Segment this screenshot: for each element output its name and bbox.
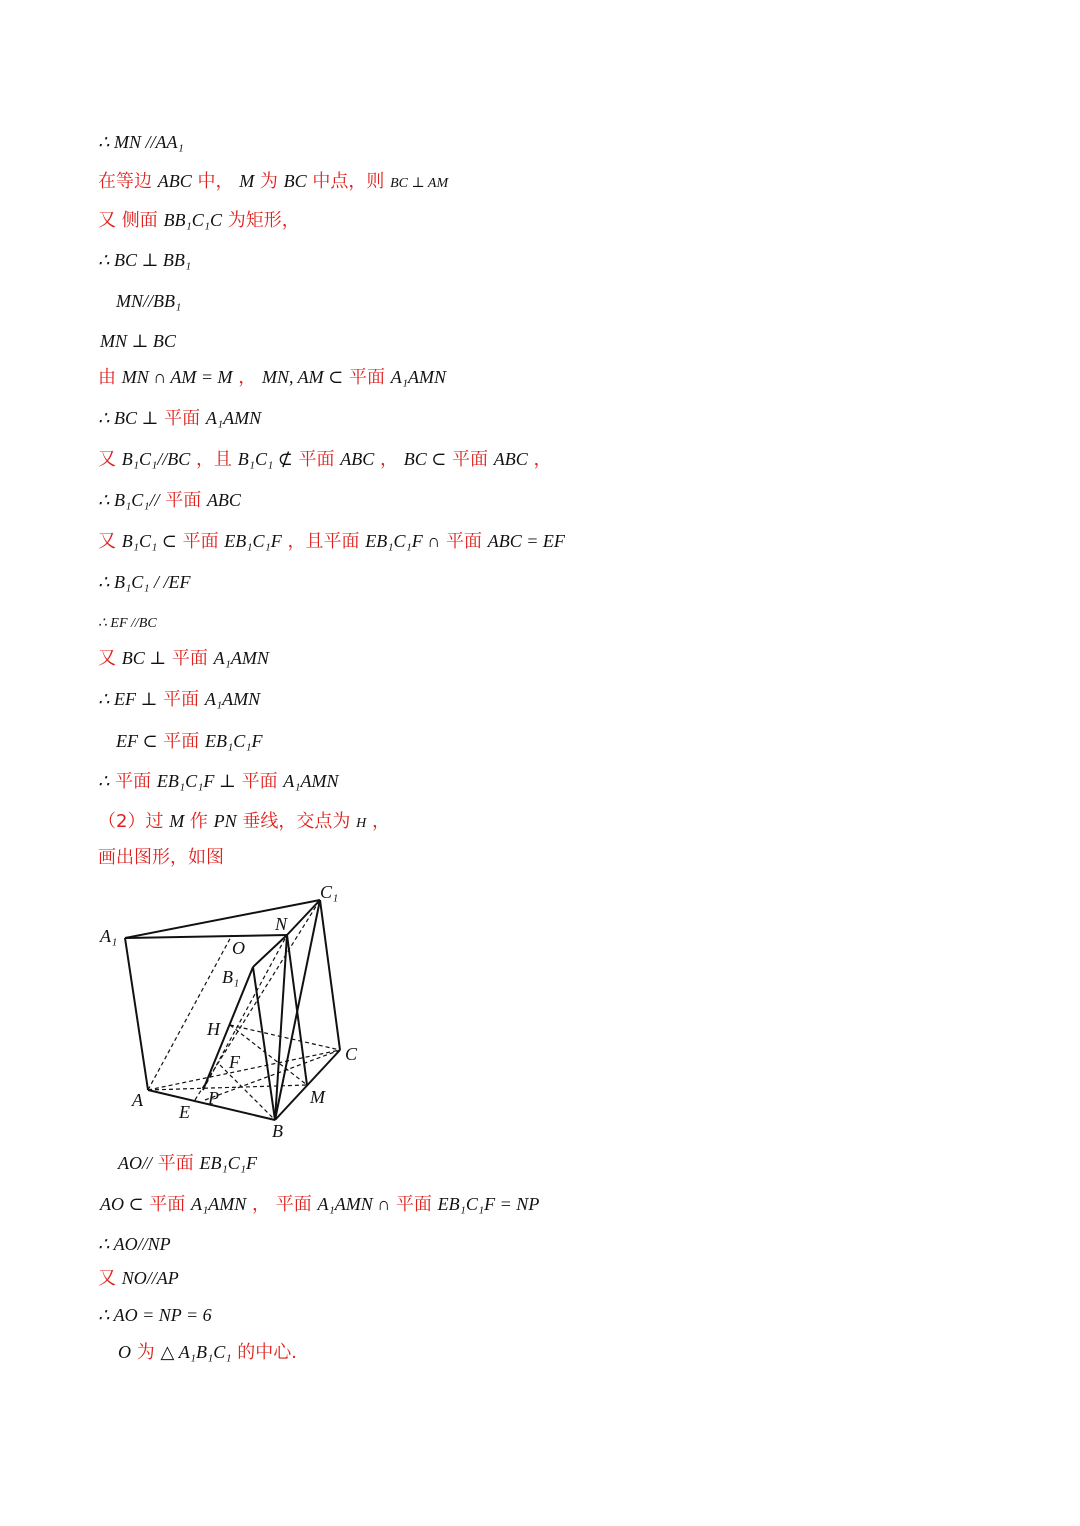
text-line [98,245,191,275]
text-line [118,1337,297,1367]
text-span: AO ⊂ [100,1194,144,1214]
text-span: ∴ EF //BC [98,616,157,631]
text-span: 又 [98,648,122,669]
text-span: 为 [131,1342,161,1363]
text-span: 平面 [159,490,207,511]
text-span: 平面 [157,731,206,752]
text-span: ∴ B₁C₁ / /EF [98,572,191,592]
text-span: 为 [254,171,284,192]
text-line [98,607,157,637]
text-span: ∴ BC ⊥ [98,408,159,428]
text-span: 平面 [143,1194,192,1215]
text-span: ∴ MN //AA₁ [98,132,184,152]
text-span: MN ∩ AM = M [121,367,233,387]
text-line [98,567,190,597]
text-span: 作 [184,811,214,832]
text-span: 中点，则 [306,171,391,192]
text-span: ， [366,811,390,832]
text-span: 又 [98,1268,122,1289]
text-span: EB₁C₁F [224,531,282,551]
text-span: ， [374,449,404,470]
text-span: △ A₁B₁C₁ [160,1342,232,1362]
text-span: EB₁C₁F [205,731,263,751]
text-line [98,485,241,515]
text-span: 在等边 [98,171,158,192]
text-line [98,684,260,714]
text-span: ，且平面 [281,531,366,552]
text-span: H [356,816,367,831]
text-span: B₁C₁ ⊄ [237,449,293,469]
text-span: PN [213,811,237,831]
text-span: ABC = EF [487,531,565,551]
text-span: 平面 [292,449,341,470]
text-span: ， 平面 [246,1194,318,1215]
text-span: 为矩形， [221,210,300,231]
text-line [98,1300,212,1330]
text-line [116,286,181,316]
text-line [98,403,261,433]
text-span: 平面 [158,408,206,429]
text-span: EB₁C₁F = NP [437,1194,540,1214]
text-span: ABC [206,490,241,510]
text-span: ∴ AO//NP [98,1234,171,1254]
text-span: 平面 [446,449,494,470]
text-span: 又 侧面 [98,210,164,231]
text-span: 平面 [390,1194,438,1215]
text-line [98,205,300,235]
text-line [98,362,446,392]
text-span: EB₁C₁F ∩ [365,531,441,551]
label-B1: B₁ [222,967,240,987]
text-span: A₁AMN [390,367,446,387]
text-line [98,1263,179,1293]
text-span: MN, AM ⊂ [262,367,344,387]
label-C: C [345,1044,358,1064]
text-span: ∴ BC ⊥ BB₁ [98,250,192,270]
text-span: O [118,1342,131,1362]
label-E: E [179,1102,190,1122]
text-span: 又 [98,449,122,470]
text-span: ∴ B₁C₁// [98,490,160,510]
label-C1: C₁ [320,882,339,902]
text-span: 由 [98,367,122,388]
prism-diagram [95,880,385,1140]
text-span: 的中心. [231,1342,298,1363]
text-line [98,127,184,157]
text-span: 平面 [109,771,157,792]
text-span: BC [283,171,307,191]
text-span: A₁AMN [205,408,262,428]
text-line [98,843,224,873]
label-B: B [272,1121,283,1141]
text-line [98,643,269,673]
label-O: O [232,938,245,958]
label-F: F [229,1052,240,1072]
text-span: 平面 [235,771,284,792]
text-line [118,1148,257,1178]
label-A1: A₁ [100,926,118,946]
text-span: ， [527,449,552,470]
text-span: ∴ EF ⊥ [98,689,158,709]
text-span: A₁AMN [283,771,339,791]
text-span: MN ⊥ BC [100,331,176,351]
label-H: H [207,1019,220,1039]
text-span: M [239,171,255,191]
prism-figure [95,880,385,1140]
text-span: 平面 [176,531,225,552]
text-span: BB₁C₁C [163,210,222,230]
text-span: A₁AMN ∩ [317,1194,391,1214]
text-line [98,526,565,556]
label-M: M [310,1087,325,1107]
text-span: 画出图形，如图 [98,847,224,868]
text-span: 又 [98,531,122,552]
text-span: ， [232,367,262,388]
text-span: BC ⊂ [403,449,447,469]
text-line [98,166,448,196]
text-line [98,1229,171,1259]
text-line [98,806,390,836]
text-span: M [169,811,185,831]
text-span: ∴ [98,771,110,791]
text-span: B₁C₁//BC [121,449,191,469]
text-span: A₁AMN [204,689,261,709]
text-span: ABC [493,449,528,469]
text-span: ，且 [190,449,238,470]
text-span: EB₁C₁F [199,1153,257,1173]
text-span: EB₁C₁F ⊥ [156,771,236,791]
text-span: （2）过 [98,811,170,832]
text-span: A₁AMN [213,648,269,668]
text-line [116,726,263,756]
text-span: BC ⊥ [121,648,167,668]
text-span: A₁AMN [191,1194,247,1214]
text-span: MN//BB₁ [116,291,182,311]
text-span: 中， [191,171,240,192]
text-span: ∴ AO = NP = 6 [98,1305,212,1325]
label-N: N [275,914,288,934]
text-span: 平面 [157,689,205,710]
text-line [98,444,552,474]
text-line [100,326,176,356]
text-span: AO// [118,1153,152,1173]
label-A: A [132,1090,143,1110]
text-span: 平面 [166,648,214,669]
text-line [98,766,339,796]
text-span: EF ⊂ [116,731,158,751]
text-span: 平面 [440,531,488,552]
text-span: NO//AP [121,1268,179,1288]
text-span: B₁C₁ ⊂ [121,531,177,551]
text-line [100,1189,539,1219]
text-span: 平面 [343,367,391,388]
text-span: 垂线，交点为 [236,811,357,832]
label-P: P [208,1088,219,1108]
text-span: ABC [157,171,192,191]
text-span: BC ⊥ AM [390,176,449,191]
text-span: ABC [340,449,375,469]
text-span: 平面 [152,1153,200,1174]
